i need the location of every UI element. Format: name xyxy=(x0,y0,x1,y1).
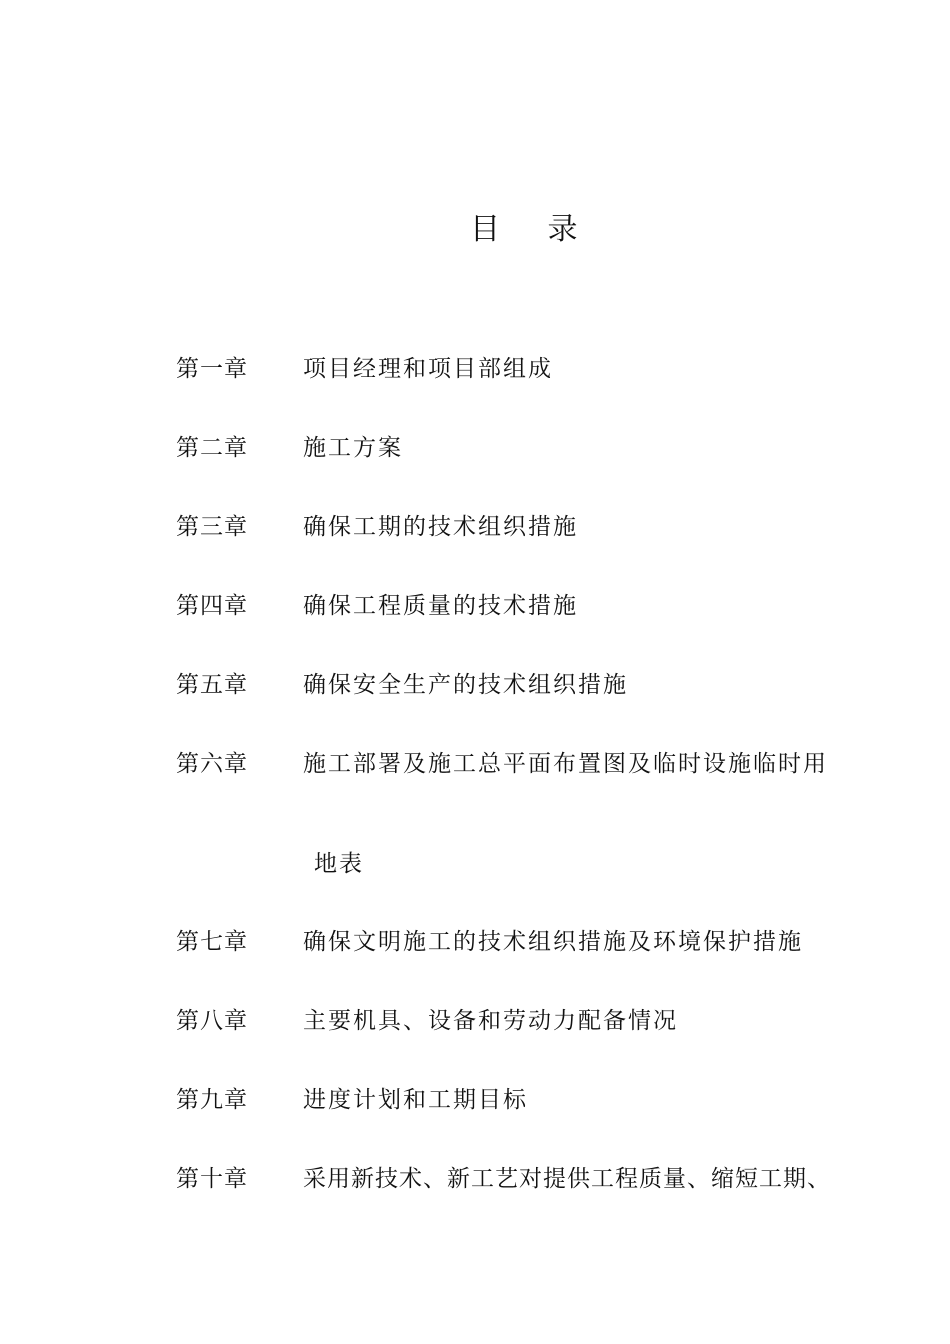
toc-entry-7 xyxy=(0,923,950,963)
chapter-title: 确保文明施工的技术组织措施及环境保护措施 xyxy=(303,929,803,955)
chapter-title: 确保工程质量的技术措施 xyxy=(303,593,578,619)
toc-title-left: 目 xyxy=(470,212,500,247)
toc-entry-10 xyxy=(0,1160,950,1200)
chapter-number: 第一章 xyxy=(176,356,248,382)
chapter-number: 第三章 xyxy=(176,514,248,540)
chapter-title: 确保安全生产的技术组织措施 xyxy=(303,672,628,698)
toc-entry-2 xyxy=(0,429,950,469)
chapter-title: 采用新技术、新工艺对提供工程质量、缩短工期、 xyxy=(303,1166,831,1192)
chapter-title: 施工方案 xyxy=(303,435,403,461)
chapter-title: 项目经理和项目部组成 xyxy=(303,356,553,382)
toc-entry-9 xyxy=(0,1081,950,1121)
toc-entry-5 xyxy=(0,666,950,706)
toc-entry-6 xyxy=(0,745,950,785)
chapter-title-continuation: 地表 xyxy=(314,851,364,877)
toc-title-right: 录 xyxy=(547,212,578,247)
chapter-title: 施工部署及施工总平面布置图及临时设施临时用 xyxy=(303,751,828,777)
chapter-number: 第六章 xyxy=(176,751,248,777)
chapter-title: 主要机具、设备和劳动力配备情况 xyxy=(303,1008,678,1034)
chapter-title: 进度计划和工期目标 xyxy=(303,1087,528,1113)
toc-entry-1 xyxy=(0,350,950,390)
chapter-number: 第二章 xyxy=(176,435,248,461)
chapter-number: 第八章 xyxy=(176,1008,248,1034)
chapter-number: 第九章 xyxy=(176,1087,248,1113)
chapter-number: 第十章 xyxy=(176,1166,248,1192)
chapter-number: 第五章 xyxy=(176,672,248,698)
toc-entry-3 xyxy=(0,508,950,548)
chapter-number: 第四章 xyxy=(176,593,248,619)
chapter-number: 第七章 xyxy=(176,929,248,955)
chapter-title: 确保工期的技术组织措施 xyxy=(303,514,578,540)
toc-entry-8 xyxy=(0,1002,950,1042)
toc-entry-4 xyxy=(0,587,950,627)
